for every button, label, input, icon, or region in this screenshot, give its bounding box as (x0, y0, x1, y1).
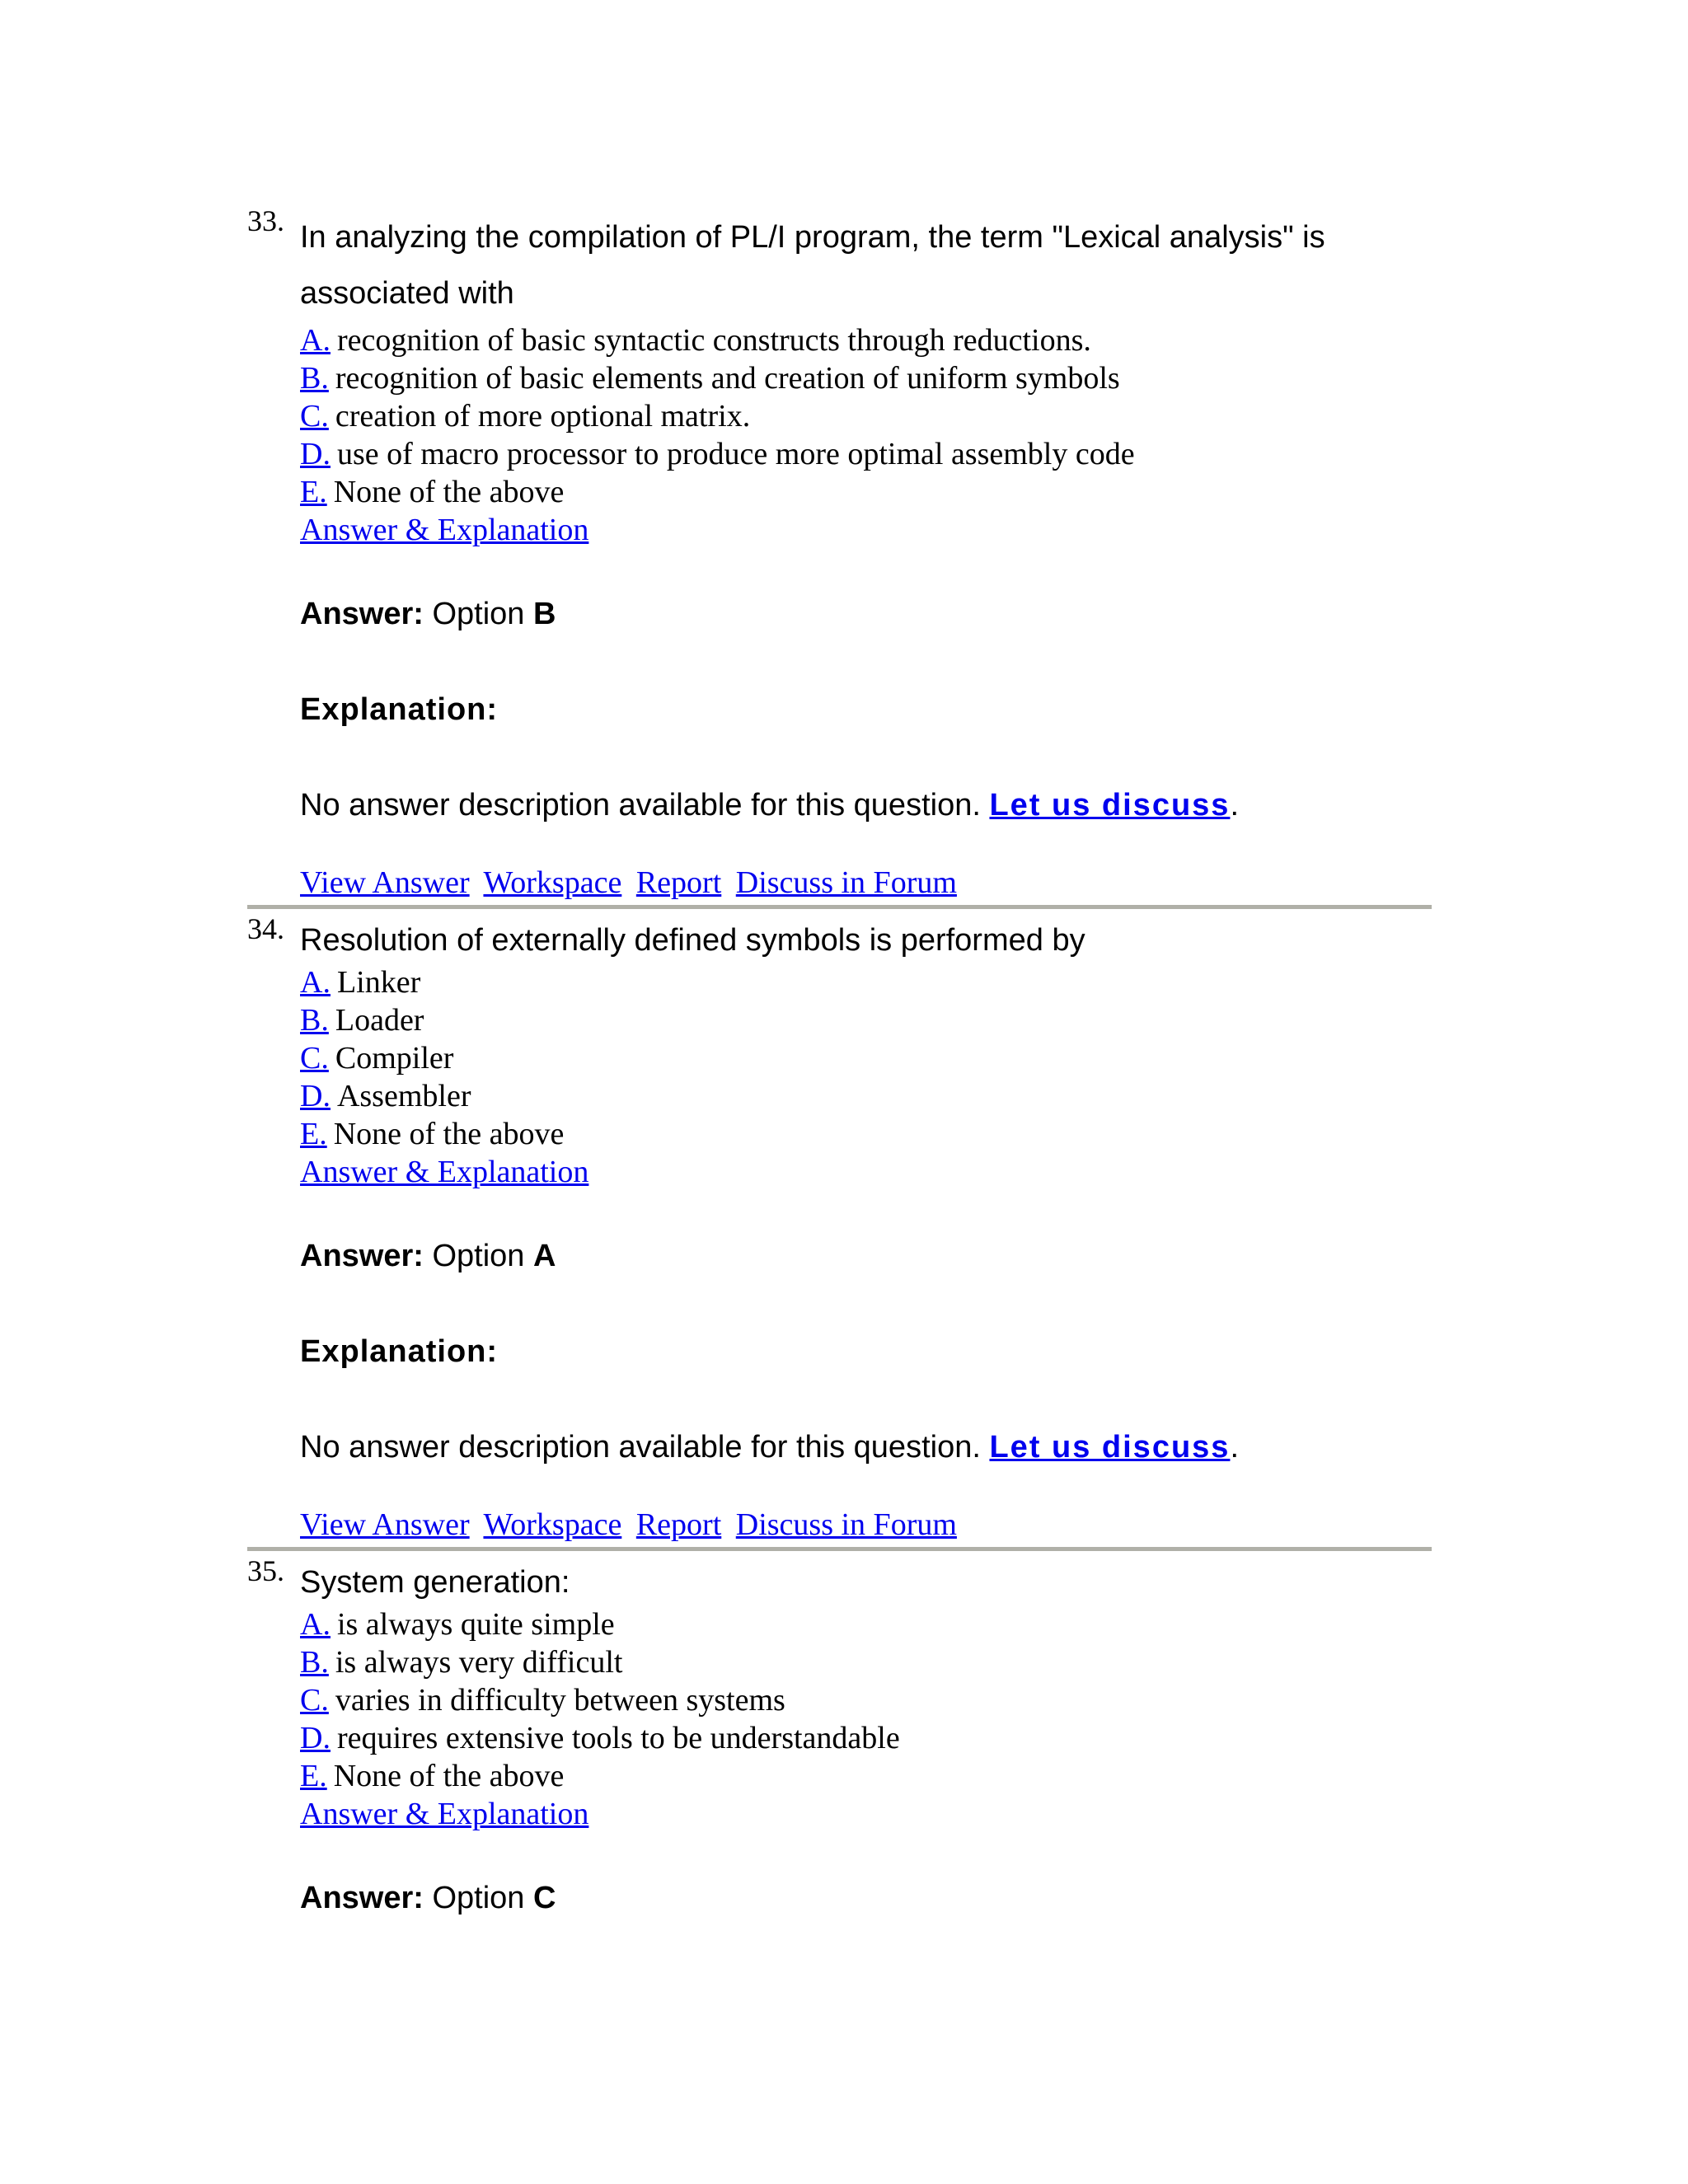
option-a-link[interactable]: A. (300, 323, 331, 358)
answer-block (300, 1879, 1442, 1917)
answer-label: Answer: (300, 1881, 424, 1915)
options-list (300, 963, 1442, 1191)
option-a-text: is always quite simple (336, 1607, 615, 1642)
option-a (300, 321, 1442, 359)
view-answer-link[interactable]: View Answer (300, 1507, 470, 1542)
option-c-text: Compiler (335, 1041, 454, 1076)
answer-label: Answer: (300, 597, 424, 631)
options-list (300, 1605, 1442, 1833)
option-b (300, 1001, 1442, 1039)
let-us-discuss-link[interactable]: Let us discuss (989, 1430, 1231, 1465)
option-a-text: Linker (336, 965, 421, 1000)
option-e-text: None of the above (333, 475, 565, 509)
question-number: 35. (247, 1554, 284, 1587)
report-link[interactable]: Report (635, 1507, 722, 1542)
option-d-link[interactable]: D. (300, 1079, 331, 1113)
question-35 (247, 1556, 1442, 1917)
question-divider (247, 905, 1432, 909)
option-c (300, 1681, 1442, 1719)
explanation-text: No answer description available for this question. Let us discuss. (300, 1430, 1239, 1465)
option-c-link[interactable]: C. (300, 1041, 329, 1076)
question-divider (247, 1547, 1432, 1551)
answer-option-word: Option (432, 1239, 525, 1273)
answer-explanation-link[interactable]: Answer & Explanation (300, 1797, 589, 1831)
option-e-text: None of the above (333, 1759, 565, 1793)
workspace-link[interactable]: Workspace (483, 865, 622, 900)
option-a-text: recognition of basic syntactic constructs through reductions. (336, 323, 1091, 358)
let-us-discuss-link[interactable]: Let us discuss (989, 788, 1231, 823)
answer-option-word: Option (432, 1881, 525, 1915)
option-c-text: varies in difficulty between systems (335, 1683, 785, 1718)
answer-letter: B (533, 597, 556, 631)
option-c-text: creation of more optional matrix. (335, 399, 751, 434)
action-links (300, 1506, 1442, 1544)
question-34 (247, 914, 1442, 1544)
option-a (300, 963, 1442, 1001)
option-b (300, 359, 1442, 397)
question-text: Resolution of externally defined symbols is performed by (300, 923, 1085, 958)
answer-explanation-link[interactable]: Answer & Explanation (300, 1155, 589, 1189)
option-c (300, 397, 1442, 435)
view-answer-link[interactable]: View Answer (300, 865, 470, 900)
question-text: System generation: (300, 1565, 570, 1600)
question-list (247, 206, 1442, 1917)
option-a (300, 1605, 1442, 1643)
option-a-link[interactable]: A. (300, 1607, 331, 1642)
option-a-link[interactable]: A. (300, 965, 331, 1000)
option-b-text: recognition of basic elements and creation of uniform symbols (335, 361, 1120, 396)
explanation-label: Explanation: (300, 692, 499, 727)
option-b (300, 1643, 1442, 1681)
answer-block (300, 595, 1442, 824)
options-list (300, 321, 1442, 549)
option-e (300, 473, 1442, 511)
discuss-in-forum-link[interactable]: Discuss in Forum (735, 865, 957, 900)
option-e (300, 1115, 1442, 1153)
action-links (300, 864, 1442, 902)
option-d-text: Assembler (336, 1079, 471, 1113)
option-c-link[interactable]: C. (300, 399, 329, 434)
option-d-text: use of macro processor to produce more optimal assembly code (336, 437, 1135, 471)
option-b-link[interactable]: B. (300, 361, 329, 396)
workspace-link[interactable]: Workspace (483, 1507, 622, 1542)
answer-label: Answer: (300, 1239, 424, 1273)
option-b-text: Loader (335, 1003, 424, 1038)
option-d (300, 1719, 1442, 1757)
question-text: In analyzing the compilation of PL/I program, the term "Lexical analysis" is associated with (300, 220, 1325, 311)
option-d-link[interactable]: D. (300, 437, 331, 471)
answer-letter: C (533, 1881, 556, 1915)
option-e-text: None of the above (333, 1117, 565, 1151)
option-e (300, 1757, 1442, 1795)
question-number: 33. (247, 204, 284, 237)
answer-explanation-link[interactable]: Answer & Explanation (300, 513, 589, 547)
option-e-link[interactable]: E. (300, 475, 327, 509)
option-c-link[interactable]: C. (300, 1683, 329, 1718)
explanation-text: No answer description available for this question. Let us discuss. (300, 788, 1239, 823)
question-number: 34. (247, 912, 284, 945)
explanation-label: Explanation: (300, 1334, 499, 1369)
discuss-in-forum-link[interactable]: Discuss in Forum (735, 1507, 957, 1542)
option-b-link[interactable]: B. (300, 1003, 329, 1038)
option-b-text: is always very difficult (335, 1645, 623, 1680)
option-e-link[interactable]: E. (300, 1759, 327, 1793)
option-b-link[interactable]: B. (300, 1645, 329, 1680)
answer-letter: A (533, 1239, 556, 1273)
question-33 (247, 206, 1442, 902)
option-d (300, 435, 1442, 473)
option-d-text: requires extensive tools to be understandable (336, 1721, 900, 1755)
answer-block (300, 1237, 1442, 1466)
option-e-link[interactable]: E. (300, 1117, 327, 1151)
option-c (300, 1039, 1442, 1077)
report-link[interactable]: Report (635, 865, 722, 900)
option-d-link[interactable]: D. (300, 1721, 331, 1755)
option-d (300, 1077, 1442, 1115)
answer-option-word: Option (432, 597, 525, 631)
